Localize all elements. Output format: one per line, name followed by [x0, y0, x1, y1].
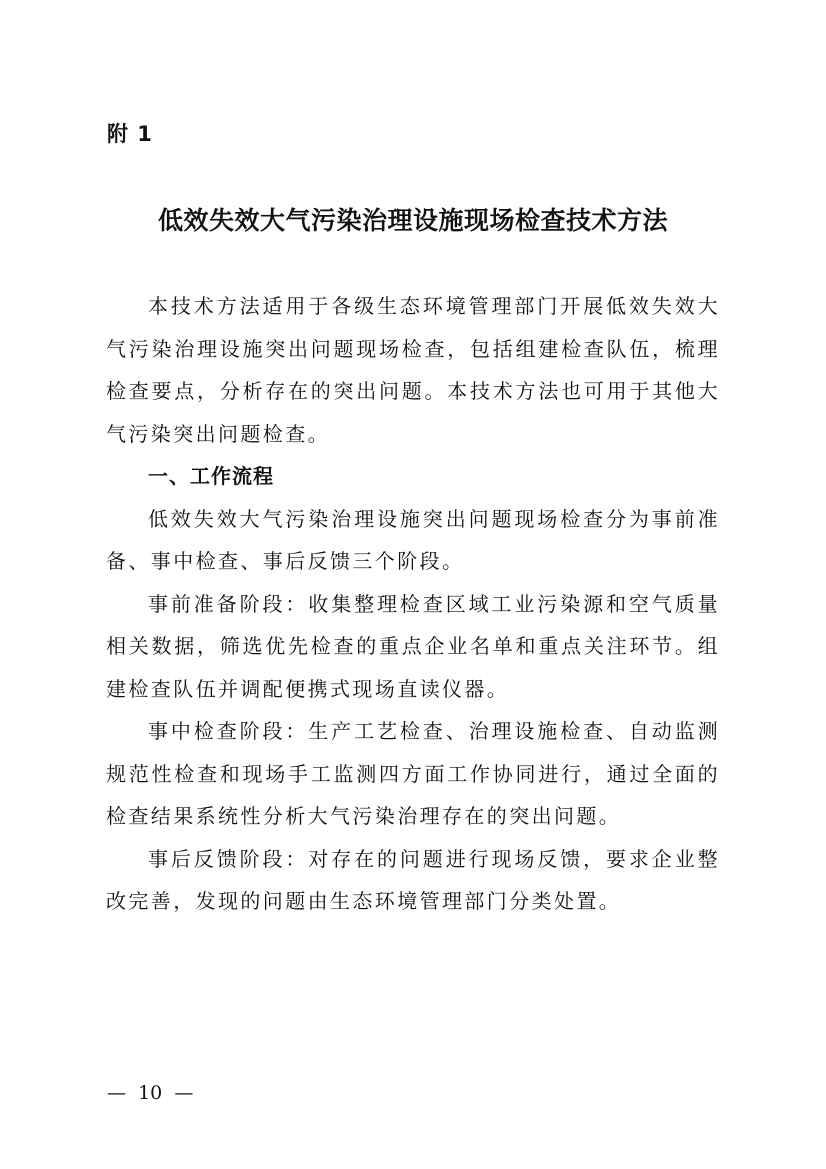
attachment-label: 附 1 — [107, 122, 153, 146]
intro-paragraph: 本技术方法适用于各级生态环境管理部门开展低效失效大气污染治理设施突出问题现场检查，包括组建检查队伍，梳理检查要点，分析存在的突出问题。本技术方法也可用于其他大气污染突出问题检查。 — [106, 294, 720, 446]
during-inspection-paragraph: 事中检查阶段：生产工艺检查、治理设施检查、自动监测规范性检查和现场手工监测四方面工作协同进行，通过全面的检查结果系统性分析大气污染治理存在的突出问题。 — [106, 719, 720, 828]
section-heading: 一、工作流程 — [148, 464, 274, 488]
page-number: — 10 — — [107, 1082, 194, 1104]
document-title: 低效失效大气污染治理设施现场检查技术方法 — [157, 206, 668, 235]
workflow-paragraph: 低效失效大气污染治理设施突出问题现场检查分为事前准备、事中检查、事后反馈三个阶段。 — [106, 506, 720, 573]
document-body — [106, 285, 720, 923]
post-inspection-paragraph: 事后反馈阶段：对存在的问题进行现场反馈，要求企业整改完善，发现的问题由生态环境管理部门分类处置。 — [106, 846, 720, 913]
pre-inspection-paragraph: 事前准备阶段：收集整理检查区域工业污染源和空气质量相关数据，筛选优先检查的重点企业名单和重点关注环节。组建检查队伍并调配便携式现场直读仪器。 — [106, 591, 720, 701]
